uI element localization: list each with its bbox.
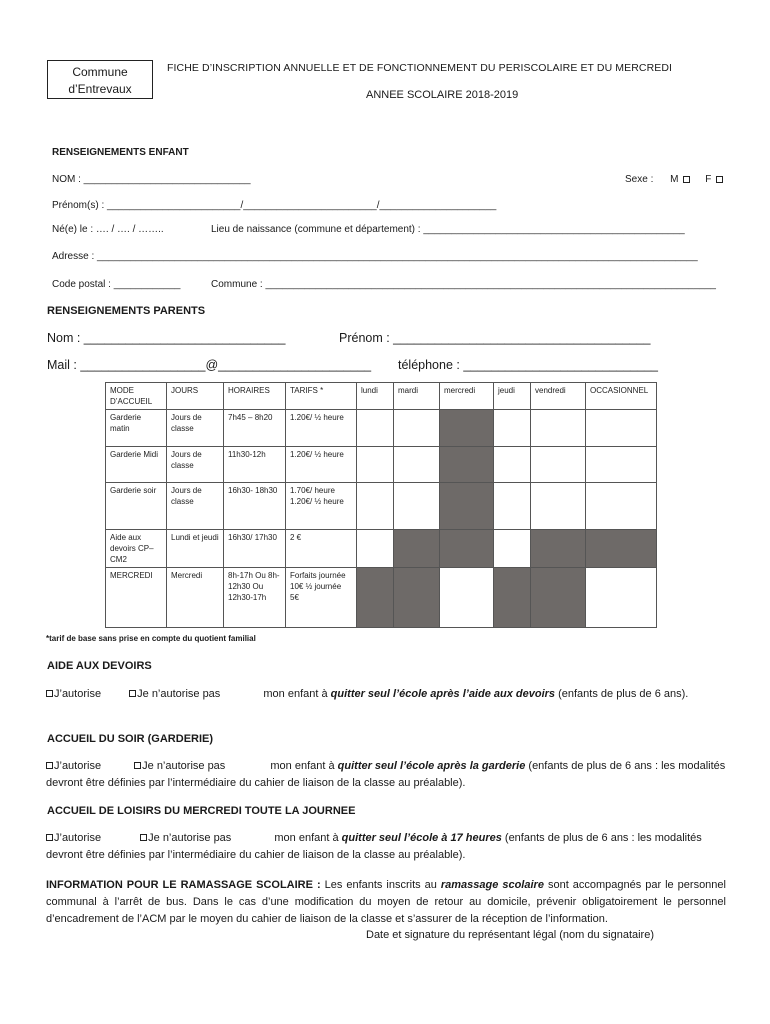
table-day-cell <box>531 530 586 568</box>
garderie-paragraph <box>46 758 726 792</box>
table-cell-mode: Garderie Midi <box>106 447 167 483</box>
section-mercredi-heading: ACCUEIL DE LOISIRS DU MERCREDI TOUTE LA JOURNEE <box>47 805 356 817</box>
devoirs-paragraph <box>46 686 726 703</box>
table-day-cell[interactable] <box>494 410 531 447</box>
garderie-non-autorise-checkbox[interactable] <box>134 762 141 769</box>
devoirs-non-autorise-checkbox[interactable] <box>129 690 136 697</box>
sex-f-checkbox[interactable] <box>716 176 723 183</box>
parent-name-field[interactable]: Nom : _____________________________ <box>47 331 286 345</box>
table-row <box>106 483 657 530</box>
table-cell-tarifs: 1.20€/ ½ heure <box>286 410 357 447</box>
table-day-cell[interactable] <box>394 483 440 530</box>
table-row <box>106 447 657 483</box>
garderie-autorise-label: J’autorise <box>54 760 102 772</box>
devoirs-text-a: mon enfant à <box>263 688 328 700</box>
table-day-cell[interactable] <box>531 410 586 447</box>
signature-label: Date et signature du représentant légal (nom du signataire) <box>366 929 655 941</box>
child-name-field[interactable]: NOM : ______________________________ <box>52 174 251 185</box>
parent-mail-field[interactable]: Mail : __________________@______________________ <box>47 358 372 372</box>
table-row <box>106 568 657 628</box>
table-cell-jours: Jours de classe <box>167 410 224 447</box>
table-day-cell[interactable] <box>440 568 494 628</box>
table-header-cell: MODE D’ACCUEIL <box>106 383 167 410</box>
table-header-cell: mercredi <box>440 383 494 410</box>
table-day-cell <box>357 568 394 628</box>
table-day-cell[interactable] <box>586 447 657 483</box>
schedule-table <box>105 382 657 628</box>
table-cell-horaires: 16h30- 18h30 <box>224 483 286 530</box>
section-parents-heading: RENSEIGNEMENTS PARENTS <box>47 305 206 317</box>
section-enfant-heading: RENSEIGNEMENTS ENFANT <box>52 147 189 158</box>
table-day-cell[interactable] <box>586 568 657 628</box>
garderie-autorise-checkbox[interactable] <box>46 762 53 769</box>
mercredi-paragraph <box>46 830 726 864</box>
table-day-cell[interactable] <box>394 410 440 447</box>
mercredi-text-c: (enfants de plus de 6 ans : les modalités devront être définies par l’intermédiaire du cahier de liaison de la classe au préalable). <box>46 832 702 861</box>
mercredi-autorise-checkbox[interactable] <box>46 834 53 841</box>
table-cell-jours: Mercredi <box>167 568 224 628</box>
garderie-text-a: mon enfant à <box>270 760 335 772</box>
table-header-cell: HORAIRES <box>224 383 286 410</box>
sex-m-checkbox[interactable] <box>683 176 690 183</box>
table-row <box>106 410 657 447</box>
devoirs-text-b: quitter seul l’école après l’aide aux devoirs <box>330 688 556 700</box>
table-cell-jours: Jours de classe <box>167 483 224 530</box>
mercredi-non-autorise-checkbox[interactable] <box>140 834 147 841</box>
table-day-cell[interactable] <box>586 410 657 447</box>
table-day-cell[interactable] <box>531 483 586 530</box>
table-footnote: *tarif de base sans prise en compte du quotient familial <box>46 634 256 643</box>
table-cell-tarifs: 2 € <box>286 530 357 568</box>
parent-phone-field[interactable]: téléphone : ____________________________ <box>398 358 658 372</box>
table-header-cell: OCCASIONNEL <box>586 383 657 410</box>
table-cell-horaires: 8h-17h Ou 8h-12h30 Ou 12h30-17h <box>224 568 286 628</box>
table-day-cell <box>440 410 494 447</box>
table-header-row <box>106 383 657 410</box>
ramassage-paragraph <box>46 877 726 928</box>
table-day-cell[interactable] <box>357 483 394 530</box>
table-day-cell[interactable] <box>494 530 531 568</box>
section-devoirs-heading: AIDE AUX DEVOIRS <box>47 660 152 672</box>
mercredi-autorise-label: J’autorise <box>54 832 102 844</box>
garderie-text-b: quitter seul l’école après la garderie <box>337 760 526 772</box>
table-day-cell[interactable] <box>586 483 657 530</box>
table-cell-tarifs: 1.20€/ ½ heure <box>286 447 357 483</box>
mercredi-non-autorise-label: Je n’autorise pas <box>148 832 232 844</box>
sex-label: Sexe : <box>625 174 654 185</box>
table-day-cell[interactable] <box>394 447 440 483</box>
table-day-cell <box>394 568 440 628</box>
child-firstnames-field[interactable]: Prénom(s) : ________________________/________________________/_____________________ <box>52 200 497 211</box>
ramassage-lead: INFORMATION POUR LE RAMASSAGE SCOLAIRE : <box>46 879 321 891</box>
garderie-non-autorise-label: Je n’autorise pas <box>142 760 226 772</box>
garderie-text-c: (enfants de plus de 6 ans : les modalités devront être définies par l’intermédiaire du cahier de liaison de la classe au préalable). <box>46 760 726 789</box>
commune-line-2: d’Entrevaux <box>68 82 132 96</box>
postal-code-field[interactable]: Code postal : ____________ <box>52 279 181 290</box>
devoirs-text-c: (enfants de plus de 6 ans). <box>558 688 689 700</box>
table-cell-jours: Lundi et jeudi <box>167 530 224 568</box>
table-cell-tarifs: Forfaits journée 10€ ½ journée 5€ <box>286 568 357 628</box>
table-cell-mode: Aide aux devoirs CP–CM2 <box>106 530 167 568</box>
devoirs-autorise-label: J’autorise <box>54 688 102 700</box>
table-day-cell[interactable] <box>357 410 394 447</box>
mercredi-text-a: mon enfant à <box>274 832 339 844</box>
table-cell-horaires: 16h30/ 17h30 <box>224 530 286 568</box>
section-garderie-heading: ACCUEIL DU SOIR (GARDERIE) <box>47 733 214 745</box>
ramassage-text-c: sont accompagnés par le personnel communal à l’arrêt de bus. Dans le cas d’une modification du moyen de retour au domicile, prévenir obligatoirement le personnel d’encadrement de l’ACM par le moyen du cahier de liaison de la classe et s’assurer de la réception de l’information. <box>46 879 726 925</box>
sex-f-label: F <box>705 174 712 185</box>
table-header-cell: TARIFS * <box>286 383 357 410</box>
table-day-cell <box>440 447 494 483</box>
table-day-cell[interactable] <box>494 447 531 483</box>
table-day-cell <box>494 568 531 628</box>
table-cell-mode: Garderie soir <box>106 483 167 530</box>
table-header-cell: jeudi <box>494 383 531 410</box>
table-header-cell: vendredi <box>531 383 586 410</box>
table-day-cell[interactable] <box>357 447 394 483</box>
parent-firstname-field[interactable]: Prénom : _____________________________________ <box>339 331 651 345</box>
devoirs-non-autorise-label: Je n’autorise pas <box>137 688 221 700</box>
table-cell-mode: Garderie matin <box>106 410 167 447</box>
table-header-cell: lundi <box>357 383 394 410</box>
sex-m-label: M <box>670 174 679 185</box>
table-cell-horaires: 11h30-12h <box>224 447 286 483</box>
table-header-cell: mardi <box>394 383 440 410</box>
table-header-cell: JOURS <box>167 383 224 410</box>
devoirs-autorise-checkbox[interactable] <box>46 690 53 697</box>
form-title: FICHE D’INSCRIPTION ANNUELLE ET DE FONCTIONNEMENT DU PERISCOLAIRE ET DU MERCREDI <box>167 62 673 74</box>
birth-date-field[interactable]: Né(e) le : …. / …. / …….. <box>52 224 164 235</box>
ramassage-text-b: ramassage scolaire <box>440 879 544 891</box>
commune-box <box>47 60 153 99</box>
table-row <box>106 530 657 568</box>
commune-field[interactable]: Commune : _________________________________________________________________________________ <box>211 279 716 290</box>
commune-line-1: Commune <box>72 65 128 79</box>
table-day-cell <box>440 530 494 568</box>
ramassage-text-a: Les enfants inscrits au <box>324 879 437 891</box>
address-field[interactable]: Adresse : ____________________________________________________________________________________________________________ <box>52 251 698 262</box>
table-day-cell <box>394 530 440 568</box>
table-day-cell[interactable] <box>494 483 531 530</box>
sex-selector <box>625 174 723 185</box>
table-cell-horaires: 7h45 – 8h20 <box>224 410 286 447</box>
table-cell-tarifs: 1.70€/ heure 1.20€/ ½ heure <box>286 483 357 530</box>
table-day-cell <box>586 530 657 568</box>
table-cell-jours: Jours de classe <box>167 447 224 483</box>
mercredi-text-b: quitter seul l’école à 17 heures <box>341 832 502 844</box>
table-day-cell <box>531 568 586 628</box>
school-year: ANNEE SCOLAIRE 2018-2019 <box>366 89 519 101</box>
table-day-cell[interactable] <box>357 530 394 568</box>
table-cell-mode: MERCREDI <box>106 568 167 628</box>
birth-place-field[interactable]: Lieu de naissance (commune et département) : _______________________________________________ <box>211 224 685 235</box>
table-day-cell <box>440 483 494 530</box>
table-day-cell[interactable] <box>531 447 586 483</box>
